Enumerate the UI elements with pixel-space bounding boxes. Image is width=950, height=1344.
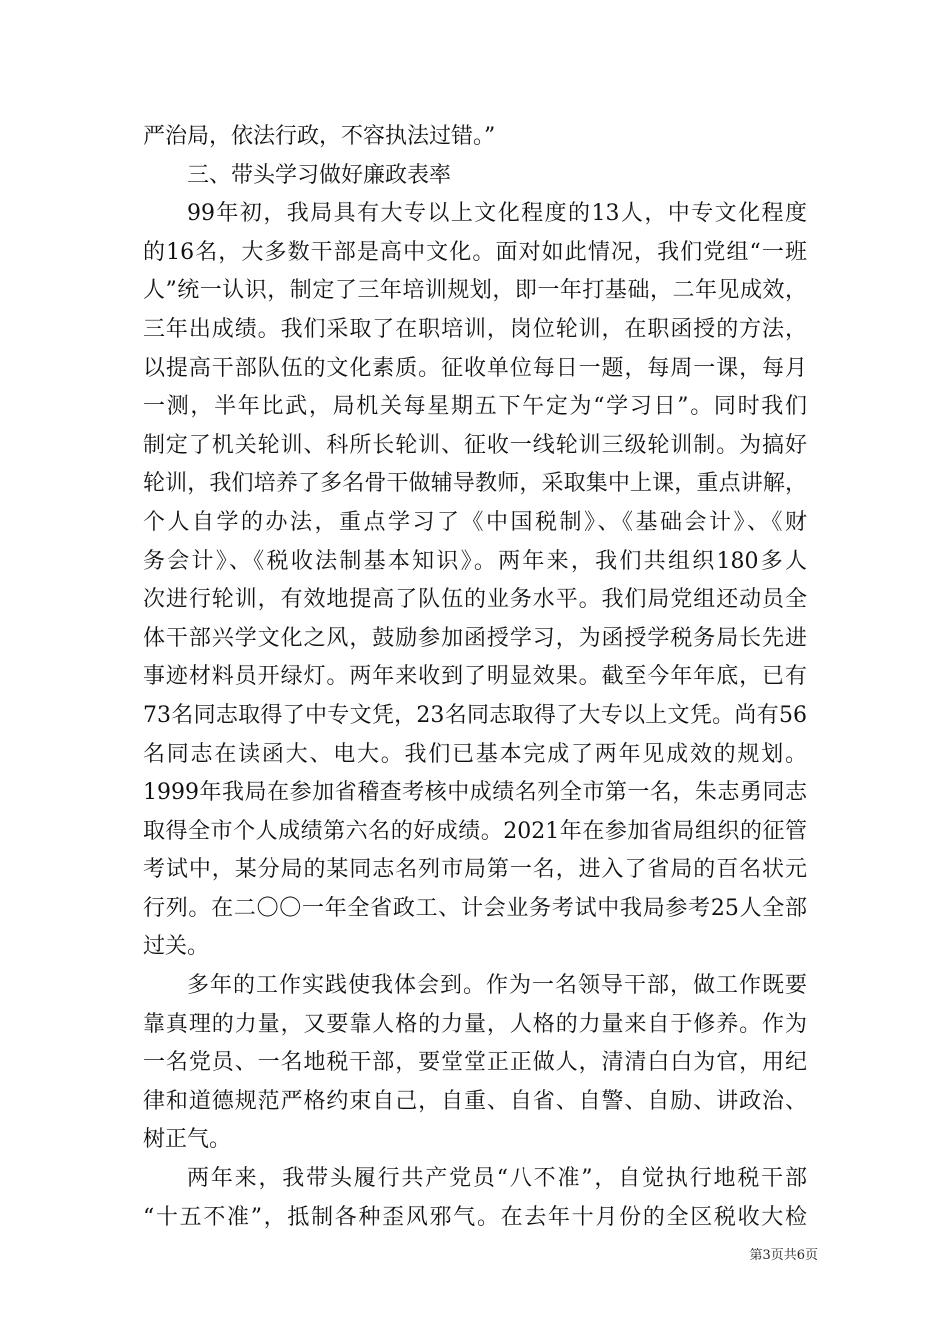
- text-line: 次进行轮训，有效地提高了队伍的业务水平。我们局党组还动员全: [143, 587, 807, 613]
- text-line: 事迹材料员开绿灯。两年来收到了明显效果。截至今年年底，已有: [143, 664, 807, 690]
- text-line: 一名党员、一名地税干部，要堂堂正正做人，清清白白为官，用纪: [143, 1050, 807, 1076]
- document-body: [143, 118, 807, 1237]
- text-line: 名同志在读函大、电大。我们已基本完成了两年见成效的规划。: [143, 741, 807, 767]
- page-number: 第3页共6页: [749, 1248, 818, 1263]
- paragraph-first-line: 多年的工作实践使我体会到。作为一名领导干部，做工作既要: [187, 973, 807, 999]
- section-heading: 三、带头学习做好廉政表率: [187, 162, 452, 188]
- text-line: 人”统一认识，制定了三年培训规划，即一年打基础，二年见成效，: [143, 278, 807, 304]
- text-line: 律和道德规范严格约束自己，自重、自省、自警、自励、讲政治、: [143, 1088, 807, 1114]
- text-line: 制定了机关轮训、科所长轮训、征收一线轮训三级轮训制。为搞好: [143, 432, 807, 458]
- paragraph-first-line: 99年初，我局具有大专以上文化程度的13人，中专文化程度: [187, 201, 807, 227]
- paragraph-first-line: 两年来，我带头履行共产党员“八不准”，自觉执行地税干部: [187, 1166, 807, 1192]
- text-line: 严治局，依法行政，不容执法过错。”: [143, 124, 496, 149]
- text-line: 个人自学的办法，重点学习了《中国税制》、《基础会计》、《财: [143, 509, 807, 535]
- text-line: 靠真理的力量，又要靠人格的力量，人格的力量来自于修养。作为: [143, 1011, 807, 1037]
- text-line: 务会计》、《税收法制基本知识》。两年来，我们共组织180多人: [143, 548, 807, 574]
- text-line: 取得全市个人成绩第六名的好成绩。2021年在参加省局组织的征管: [143, 818, 807, 844]
- text-line: 以提高干部队伍的文化素质。征收单位每日一题，每周一课，每月: [143, 355, 807, 381]
- text-line: 三年出成绩。我们采取了在职培训，岗位轮训，在职函授的方法，: [143, 316, 807, 342]
- text-line: 一测，半年比武，局机关每星期五下午定为“学习日”。同时我们: [143, 394, 807, 420]
- text-line: 轮训，我们培养了多名骨干做辅导教师，采取集中上课，重点讲解，: [143, 471, 807, 497]
- text-line: 树正气。: [143, 1127, 232, 1153]
- text-line: 73名同志取得了中专文凭，23名同志取得了大专以上文凭。尚有56: [143, 702, 807, 728]
- text-line: 1999年我局在参加省稽查考核中成绩名列全市第一名，朱志勇同志: [143, 780, 807, 806]
- text-line: 行列。在二〇〇一年全省政工、计会业务考试中我局参考25人全部: [143, 895, 807, 921]
- text-line: 的16名，大多数干部是高中文化。面对如此情况，我们党组“一班: [143, 239, 807, 265]
- text-line: 体干部兴学文化之风，鼓励参加函授学习，为函授学税务局长先进: [143, 625, 807, 651]
- text-line: 过关。: [143, 934, 210, 960]
- text-line: 考试中，某分局的某同志名列市局第一名，进入了省局的百名状元: [143, 857, 807, 883]
- text-line: “十五不准”，抵制各种歪风邪气。在去年十月份的全区税收大检: [143, 1204, 807, 1230]
